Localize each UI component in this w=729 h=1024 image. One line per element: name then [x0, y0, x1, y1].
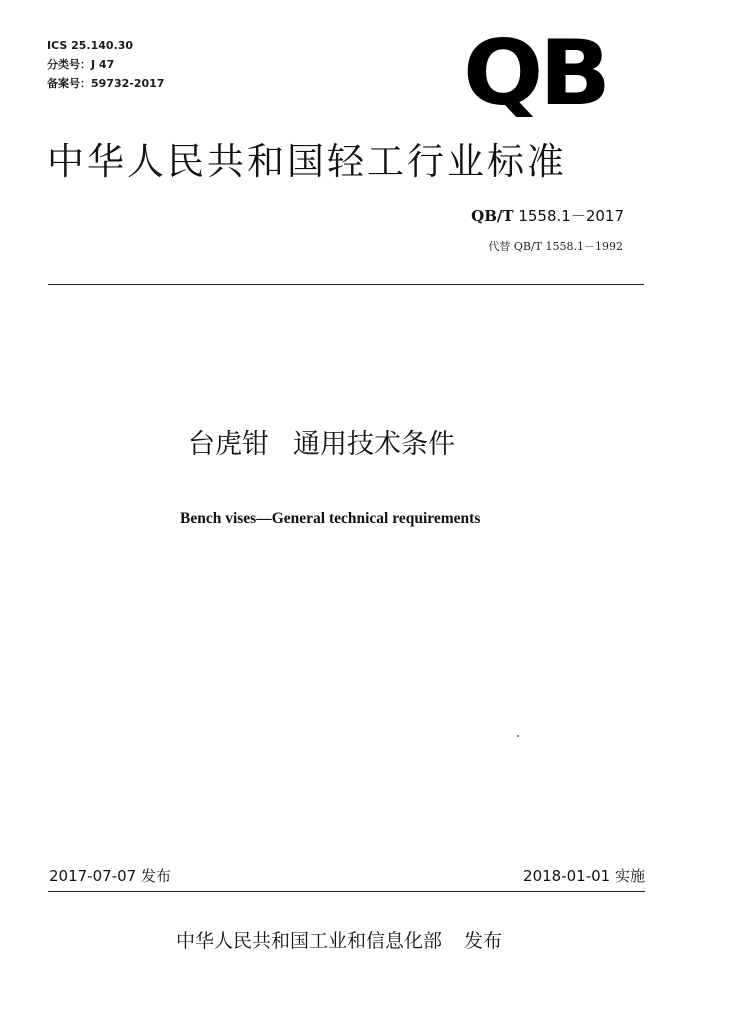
implementation-date: 2018-01-01 实施 — [523, 867, 645, 885]
top-divider — [48, 284, 644, 285]
bottom-divider — [48, 891, 645, 892]
main-title: 中华人民共和国轻工行业标准 — [47, 140, 567, 183]
document-title-chinese — [188, 428, 455, 462]
standard-number — [471, 205, 624, 226]
publisher-name: 中华人民共和国工业和信息化部 — [176, 930, 443, 952]
title-chinese-part2: 通用技术条件 — [293, 429, 455, 460]
replaces-standard: 代替 QB/T 1558.1－1992 — [488, 240, 623, 253]
publisher-line — [176, 926, 502, 953]
standard-code: 1558.1－2017 — [518, 207, 624, 225]
record-number: 备案号：59732-2017 — [47, 77, 165, 90]
publisher-action: 发布 — [464, 930, 503, 952]
standard-prefix: QB/T — [471, 207, 514, 225]
classification-number: 分类号：J 47 — [47, 58, 115, 71]
document-title-english: Bench vises—General technical requirements — [180, 510, 481, 527]
header-metadata — [47, 36, 164, 93]
ics-code: ICS 25.140.30 — [47, 39, 134, 52]
title-chinese-part1: 台虎钳 — [188, 429, 269, 460]
speck-mark — [517, 735, 519, 737]
issue-date: 2017-07-07 发布 — [49, 867, 171, 885]
qb-logo: QB — [463, 21, 607, 126]
